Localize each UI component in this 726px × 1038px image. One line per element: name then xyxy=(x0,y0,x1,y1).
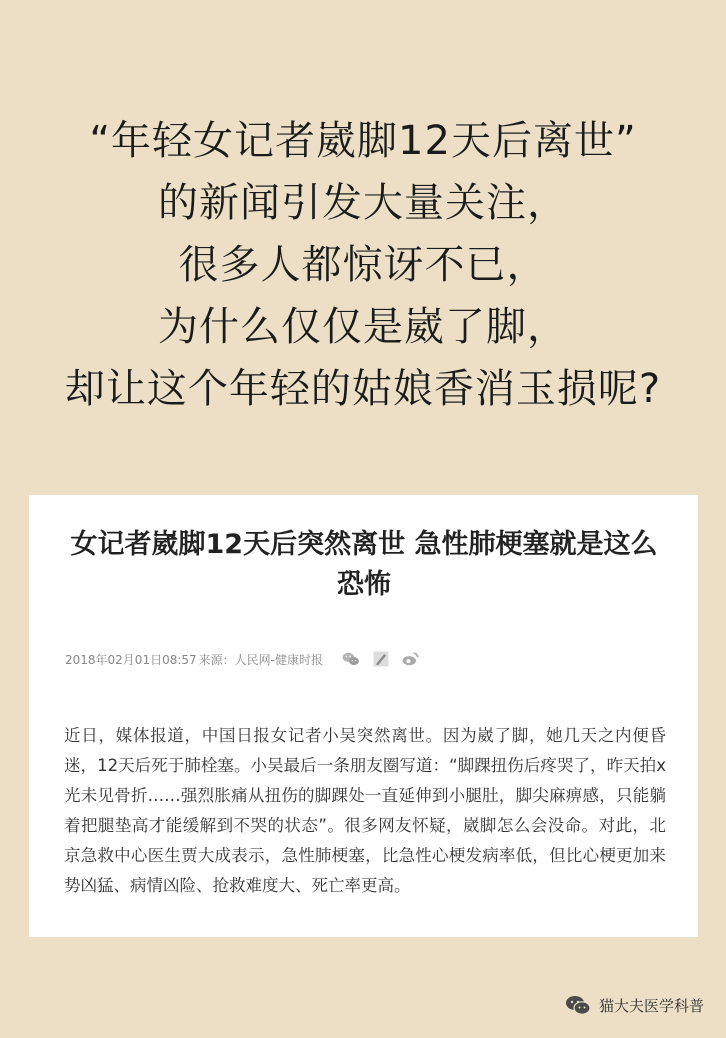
wechat-icon xyxy=(565,994,591,1016)
intro-line-1: “年轻女记者崴脚12天后离世” xyxy=(89,118,637,164)
share-bar xyxy=(341,649,431,669)
article-meta xyxy=(65,647,431,671)
article-source: 来源：人民网-健康时报 xyxy=(198,652,324,667)
brand-name: 猫大夫医学科普 xyxy=(598,996,704,1015)
wechat-icon[interactable] xyxy=(341,649,361,669)
intro-line-3: 很多人都惊讶不已， xyxy=(178,242,548,288)
intro-line-2: 的新闻引发大量关注， xyxy=(158,180,568,226)
weibo-icon[interactable] xyxy=(401,649,421,669)
brand-watermark xyxy=(565,994,704,1016)
article-body: 近日，媒体报道，中国日报女记者小吴突然离世。因为崴了脚，她几天之内便昏迷，12天后死于肺栓塞。小吴最后一条朋友圈写道：“脚踝扭伤后疼哭了，昨天拍x光未见骨折……强烈胀痛从扭伤的脚踝处一直延伸到小腿肚，脚尖麻痹感，只能躺着把腿垫高才能缓解到不哭的状态”。很多网友怀疑，崴脚怎么会没命。对此，北京急救中心医生贾大成表示，急性肺梗塞，比急性心梗发病率低，但比心梗更加来势凶猛、病情凶险、抢救难度大、死亡率更高。 xyxy=(64,726,666,895)
article-date: 2018年02月01日08:57 xyxy=(65,652,197,667)
edit-icon[interactable] xyxy=(371,649,391,669)
article-headline: 女记者崴脚12天后突然离世 急性肺梗塞就是这么恐怖 xyxy=(70,529,658,600)
news-screenshot-card xyxy=(29,495,698,937)
intro-text xyxy=(0,110,726,420)
intro-line-4: 为什么仅仅是崴了脚， xyxy=(158,304,568,350)
intro-line-5: 却让这个年轻的姑娘香消玉损呢? xyxy=(64,366,662,412)
